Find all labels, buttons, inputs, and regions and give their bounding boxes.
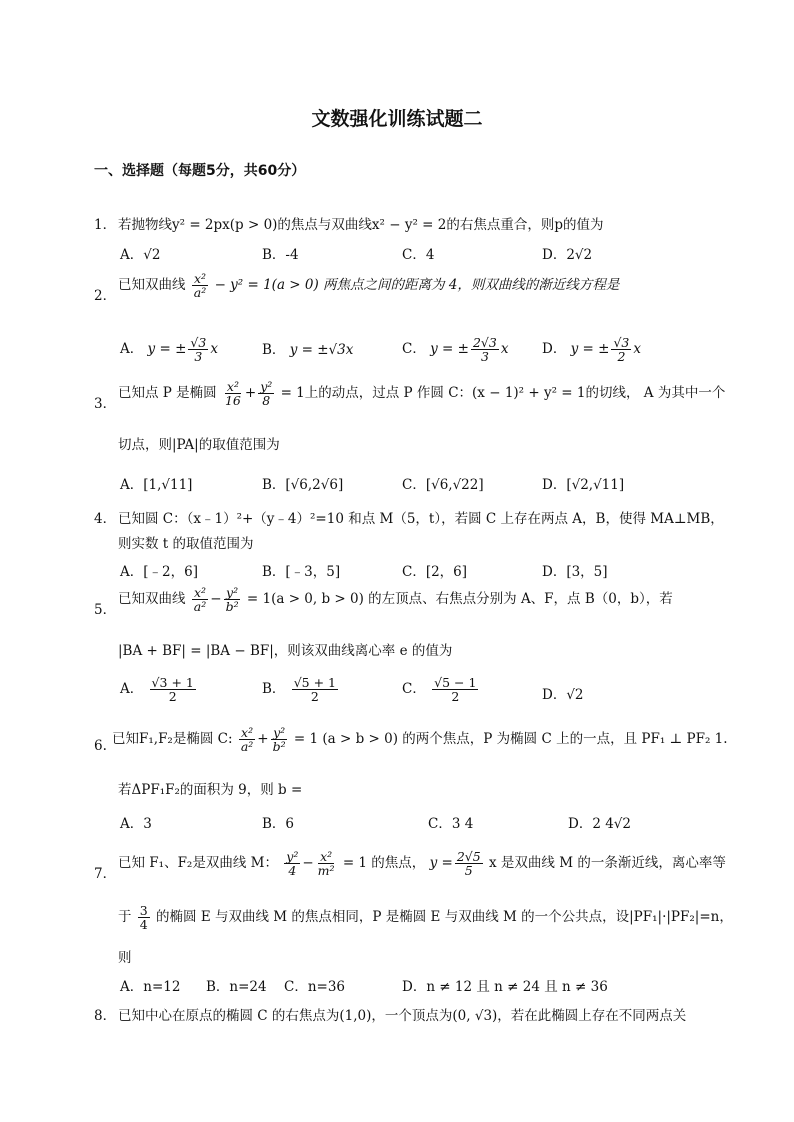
question-3-line-2: 切点，则|PA|的取值范围为 (118, 437, 280, 453)
question-7-stem: 已知 F₁、F₂是双曲线 M： $\frac{\text{y²}}{4}$ − $\frac{\text{x²}}{\text{m²}}$ = 1 的焦点， y = $\frac{2√5}{5}$ x 是双曲线 M 的一条渐近线，离心率等 (118, 849, 726, 879)
question-4-number: 4． (94, 511, 117, 527)
question-4-option-d: D．[3，5] (542, 564, 608, 580)
question-7-option-c: C．n=36 (284, 979, 346, 995)
question-3-number: 3． (94, 396, 117, 412)
question-6-stem-a: 已知F₁,F₂是椭圆 C: (112, 731, 233, 748)
question-7-option-d: D．n ≠ 12 且 n ≠ 24 且 n ≠ 36 (402, 979, 608, 995)
question-4-option-b: B．[﹣3，5] (262, 564, 341, 580)
question-2-fraction: $\frac{\text{x²}}{\text{a²}}$ (193, 271, 207, 301)
question-3-option-b: B．[√6,2√6] (262, 477, 344, 493)
question-1-option-c: C．4 (402, 247, 435, 263)
question-5-option-a-label: A． (120, 681, 144, 698)
question-3-option-d: D．[√2,√11] (542, 477, 625, 493)
question-8-line-1: 已知中心在原点的椭圆 C 的右焦点为(1,0)，一个顶点为(0, √3)，若在此椭圆上存在不同两点关 (118, 1008, 687, 1024)
question-1-option-a: A．√2 (120, 247, 161, 263)
section-heading: 一、选择题（每题5分，共60分） (94, 163, 306, 179)
question-4-line-1: 已知圆 C：（x﹣1）²+（y﹣4）²=10 和点 M（5，t），若圆 C 上存在两点 A，B，使得 MA⊥MB， (118, 511, 724, 527)
question-6-number: 6. (94, 738, 107, 754)
question-5-option-c-label: C． (402, 681, 426, 698)
question-5-number: 5． (94, 602, 117, 618)
question-3-stem-a: 已知点 P 是椭圆 (118, 385, 217, 402)
question-6-option-b: B．6 (262, 816, 295, 832)
question-5-option-c: C． $\frac{√5 - 1}{2}$ (402, 675, 477, 705)
question-4-option-a: A．[﹣2，6] (120, 564, 198, 580)
question-2-option-a-label: A． (120, 341, 144, 358)
question-7-line-2-a: 于 (118, 909, 132, 926)
question-5-option-b: B． $\frac{√5 + 1}{2}$ (262, 675, 337, 705)
question-2-option-c: C． y = ± $\frac{2√3}{3}$ x (402, 335, 509, 365)
page-title: 文数强化训练试题二 (311, 108, 483, 130)
question-7-stem-b: = 1 的焦点， (342, 855, 426, 872)
question-3-option-c: C．[√6,√22] (402, 477, 484, 493)
question-1-stem: 若抛物线y² = 2px(p > 0)的焦点与双曲线x² − y² = 2的右焦点重合，则p的值为 (118, 217, 604, 233)
question-6-stem-b: = 1 (a > b > 0) 的两个焦点，P 为椭圆 C 上的一点，且 PF₁ ⊥ PF₂ 1. (293, 731, 728, 748)
question-2-stem (118, 272, 619, 299)
question-6-option-a: A．3 (120, 816, 152, 832)
question-3-stem-b: = 1上的动点，过点 P 作圆 C：(x − 1)² + y² = 1的切线， (280, 385, 640, 402)
question-2-option-a: A． y = ± $\frac{√3}{3}$ x (120, 335, 218, 365)
question-5-stem-b: = 1(a > 0, b > 0) 的左顶点、右焦点分别为 A、F，点 B（0，b），若 (246, 591, 673, 608)
question-4-line-2: 则实数 t 的取值范围为 (118, 536, 254, 552)
question-5-stem: 已知双曲线 $\frac{\text{x²}}{\text{a²}}$ − $\frac{\text{y²}}{\text{b²}}$ = 1(a > 0, b > 0) 的左顶点、右焦点分别为 A、F，点 B（0，b），若 (118, 585, 673, 615)
question-8-number: 8． (94, 1008, 117, 1024)
question-5-option-d: D．√2 (542, 687, 584, 703)
question-7-option-a: A．n=12 (120, 979, 181, 995)
question-7-line-3: 则 (118, 950, 132, 966)
question-7-line-2: 于 $\frac{3}{4}$ 的椭圆 E 与双曲线 M 的焦点相同，P 是椭圆 E 与双曲线 M 的一个公共点，设|PF₁|·|PF₂|=n， (118, 903, 733, 933)
question-7-option-b: B．n=24 (206, 979, 267, 995)
question-7-number: 7． (94, 866, 117, 882)
question-2-option-d-label: D． (542, 341, 567, 358)
question-7-line-2-b: 的椭圆 E 与双曲线 M 的焦点相同，P 是椭圆 E 与双曲线 M 的一个公共点，设|PF₁|·|PF₂|=n， (156, 909, 733, 926)
question-1-number: 1． (94, 217, 117, 233)
question-2-option-d: D． y = ± $\frac{√3}{2}$ x (542, 335, 642, 365)
question-5-option-b-label: B． (262, 681, 286, 698)
question-7-stem-a: 已知 F₁、F₂是双曲线 M： (118, 855, 278, 872)
question-4-option-c: C．[2，6] (402, 564, 468, 580)
question-6-stem: 已知F₁,F₂是椭圆 C: $\frac{\text{x²}}{\text{a²}}$ + $\frac{\text{y²}}{\text{b²}}$ = 1 (a > b > 0) 的两个焦点，P 为椭圆 C 上的一点，且 PF₁ ⊥ PF₂ 1. (112, 725, 728, 755)
question-1-option-d: D．2√2 (542, 247, 593, 263)
question-5-option-a: A． $\frac{√3 + 1}{2}$ (120, 675, 194, 705)
question-6-option-d: D．2 4√2 (568, 816, 631, 832)
question-2-stem-b: − y² = 1(a > 0) 两焦点之间的距离为 4，则双曲线的渐近线方程是 (214, 277, 620, 294)
question-3-option-a: A．[1,√11] (120, 477, 193, 493)
question-6-option-c: C．3 4 (428, 816, 474, 832)
question-3-stem-c: A 为其中一个 (643, 385, 726, 402)
question-2-number: 2． (94, 288, 117, 304)
question-2-option-c-label: C． (402, 341, 426, 358)
question-2-option-b: B． y = ±√3x (262, 342, 354, 358)
question-2-stem-a: 已知双曲线 (118, 277, 186, 294)
question-5-line-2: |BA + BF| = |BA − BF|，则该双曲线离心率 e 的值为 (118, 643, 453, 659)
question-6-line-2: 若ΔPF₁F₂的面积为 9，则 b = (118, 782, 303, 798)
question-5-stem-a: 已知双曲线 (118, 591, 186, 608)
question-1-option-b: B．-4 (262, 247, 299, 263)
question-3-stem: 已知点 P 是椭圆 $\frac{\text{x²}}{16}$ + $\frac{\text{y²}}{8}$ = 1上的动点，过点 P 作圆 C：(x − 1)² + y² = 1的切线， A 为其中一个 (118, 379, 726, 409)
question-7-stem-c: x 是双曲线 M 的一条渐近线，离心率等 (489, 855, 726, 872)
question-2-option-b-label: B． (262, 342, 286, 358)
